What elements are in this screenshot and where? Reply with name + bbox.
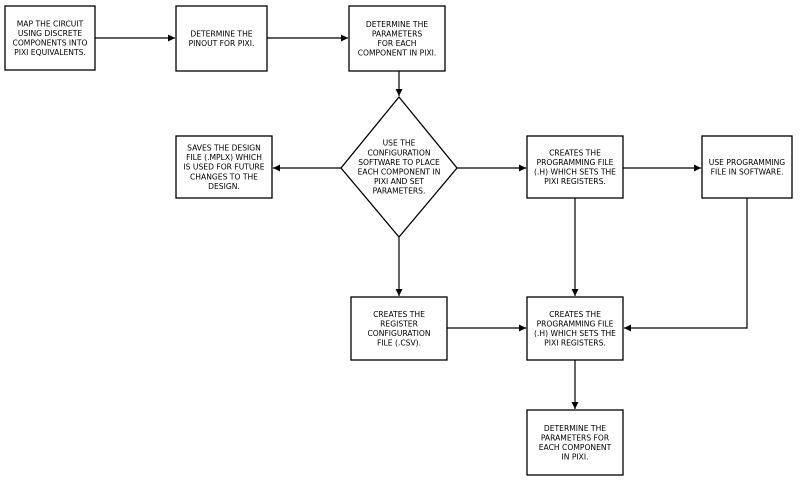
label-line: IS USED FOR FUTURE: [183, 162, 265, 172]
label-line: PROGRAMMING FILE: [536, 157, 614, 167]
label-line: PIXI REGISTERS.: [544, 177, 606, 187]
label-line: FILE (.CSV).: [376, 338, 422, 348]
label-line: (.H) WHICH SETS THE: [534, 329, 616, 338]
label-line: REGISTER: [380, 319, 418, 329]
label-line: EACH COMPONENT IN: [357, 167, 441, 177]
label-line: CONFIGURATION: [367, 148, 431, 158]
label-line: (.H) WHICH SETS THE: [534, 167, 616, 177]
label-line: FILE IN SOFTWARE.: [710, 167, 784, 177]
label-line: CREATES THE: [373, 309, 425, 319]
label-line: FOR EACH: [377, 39, 417, 48]
label-line: PARAMETERS: [371, 29, 423, 39]
node-label: [709, 158, 785, 177]
label-line: IN PIXI.: [561, 452, 589, 462]
label-line: DESIGN.: [208, 181, 240, 191]
label-line: CREATES THE: [549, 148, 601, 158]
label-line: COMPONENTS INTO: [12, 38, 88, 48]
label-line: DETERMINE THE: [365, 19, 429, 29]
label-line: PINOUT FOR PIXI.: [188, 39, 255, 48]
node-label: [189, 29, 255, 48]
label-line: PIXI AND SET: [373, 177, 425, 187]
node-creates-register-config: [351, 297, 447, 360]
label-line: USE THE: [382, 138, 416, 148]
node-saves-design-file: [176, 136, 272, 198]
label-line: EACH COMPONENT: [538, 443, 612, 452]
label-line: FILE (.MPLX) WHICH: [186, 153, 262, 163]
label-line: DETERMINE THE: [190, 29, 253, 39]
node-use-programming-file: [702, 136, 792, 198]
label-line: PARAMETERS FOR: [540, 433, 610, 443]
node-label: [13, 19, 88, 57]
label-line: DETERMINE THE: [543, 423, 607, 433]
label-line: PROGRAMMING FILE: [536, 319, 614, 329]
label-line: CREATES THE: [549, 309, 601, 319]
node-map-circuit: [5, 6, 95, 70]
label-line: USE PROGRAMMING: [708, 157, 786, 167]
node-creates-programming-file-bottom: [527, 297, 623, 360]
label-line: COMPONENT IN PIXI.: [357, 48, 437, 58]
node-creates-programming-file-top: [527, 136, 623, 198]
label-line: CONFIGURATION: [367, 329, 431, 338]
label-line: SOFTWARE TO PLACE: [358, 157, 440, 167]
node-determine-parameters-top: [349, 6, 445, 71]
label-line: USING DISCRETE: [17, 28, 83, 38]
label-line: PIXI REGISTERS.: [544, 338, 606, 348]
label-line: PARAMETERS.: [372, 186, 426, 196]
label-line: CHANGES TO THE: [190, 172, 258, 182]
node-determine-parameters-bottom: [527, 410, 623, 475]
node-use-config-software: [341, 97, 457, 237]
label-line: PIXI EQUIVALENTS.: [14, 48, 86, 58]
label-line: SAVES THE DESIGN: [187, 143, 261, 153]
arrow-use-to-programming-bottom: [624, 198, 747, 328]
label-line: MAP THE CIRCUIT: [16, 19, 84, 29]
node-determine-pinout: [176, 6, 267, 71]
